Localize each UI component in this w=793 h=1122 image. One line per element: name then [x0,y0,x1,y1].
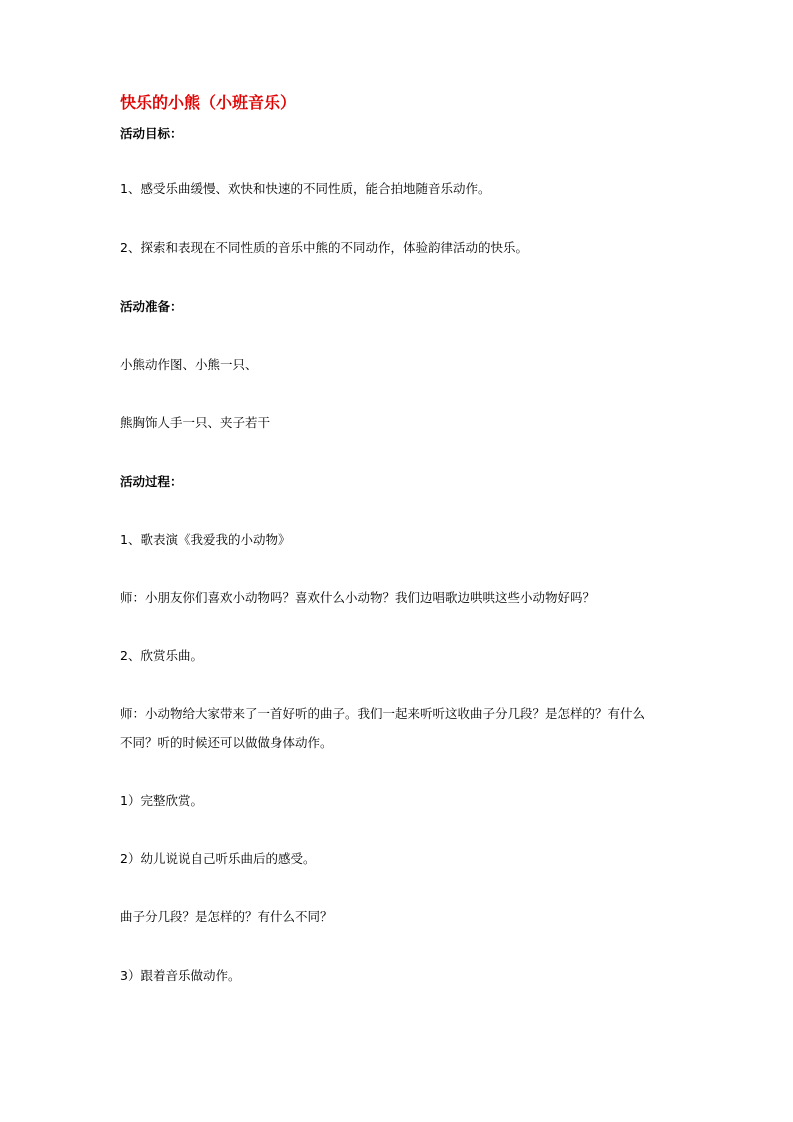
process-line-2: 师：小朋友你们喜欢小动物吗？喜欢什么小动物？我们边唱歌边哄哄这些小动物好吗？ [120,590,596,605]
process-line-7: 2）幼儿说说自己听乐曲后的感受。 [120,851,316,866]
process-line-6: 1）完整欣赏。 [120,793,203,808]
process-line-3: 2、欣赏乐曲。 [120,648,203,663]
goal-item-1: 1、感受乐曲缓慢、欢快和快速的不同性质，能合拍地随音乐动作。 [120,181,491,196]
prep-item-2: 熊胸饰人手一只、夹子若干 [120,415,271,430]
prep-item-1: 小熊动作图、小熊一只、 [120,357,258,372]
process-heading: 活动过程： [120,474,183,489]
goals-heading: 活动目标： [120,126,183,141]
process-line-5: 不同？听的时候还可以做做身体动作。 [120,735,333,750]
process-line-9: 3）跟着音乐做动作。 [120,968,241,983]
document-title: 快乐的小熊（小班音乐） [120,93,297,112]
process-line-1: 1、歌表演《我爱我的小动物》 [120,532,291,547]
process-line-4: 师：小动物给大家带来了一首好听的曲子。我们一起来听听这收曲子分几段？是怎样的？有什么 [120,706,646,721]
prep-heading: 活动准备： [120,299,183,314]
goal-item-2: 2、探索和表现在不同性质的音乐中熊的不同动作，体验韵律活动的快乐。 [120,240,528,255]
document-page [120,92,680,114]
process-line-8: 曲子分几段？是怎样的？有什么不同？ [120,909,333,924]
